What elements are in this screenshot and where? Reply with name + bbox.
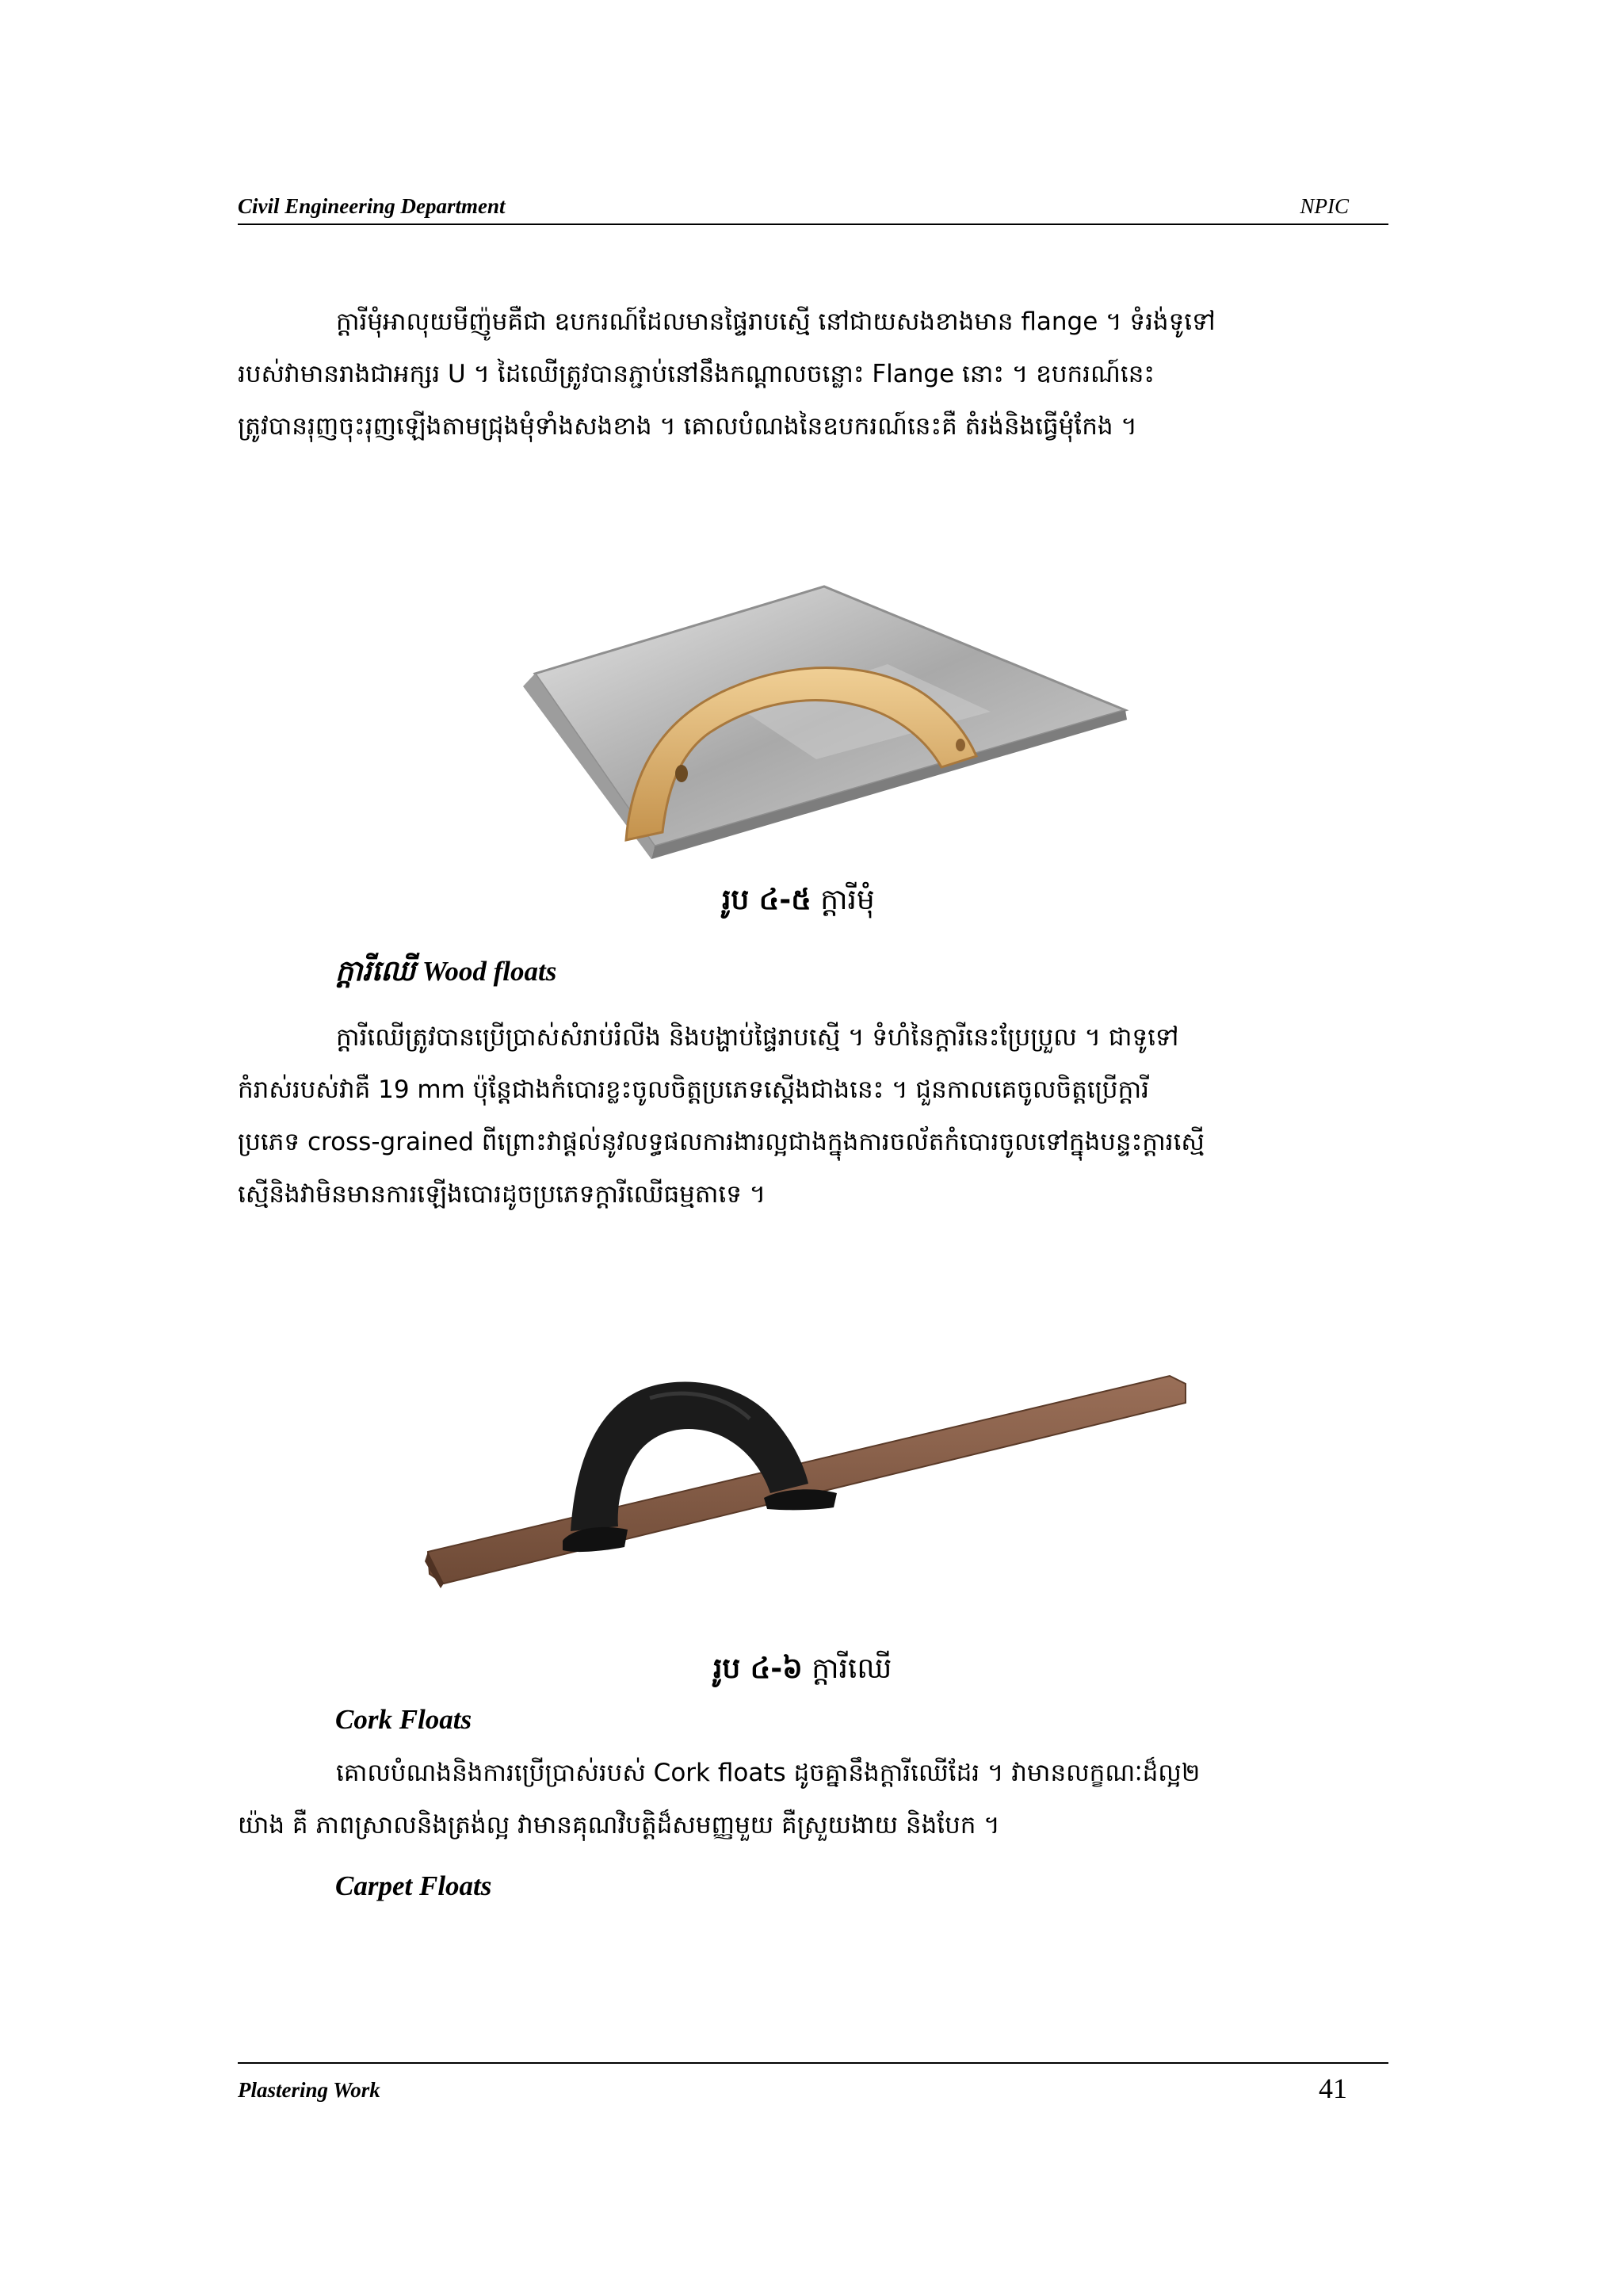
paragraph-line: ត្រូវបានរុញចុះរុញឡើងតាមជ្រុងមុំទាំងសងខាង ។ គោលបំណងនៃឧបករណ៍នេះគឺ តំរង់និងធ្វើមុំកែង ។ — [238, 412, 1137, 441]
section-heading-wood-floats — [335, 953, 556, 995]
page-number: 41 — [1319, 2073, 1347, 2104]
paragraph-line: ស្មើនិងវាមិនមានការឡើងបោរដូចប្រភេទក្តារីឈើធម្មតាទេ ។ — [238, 1180, 766, 1209]
header-institution: NPIC — [1300, 194, 1349, 218]
paragraph-line: ក្តារីឈើត្រូវបានប្រើប្រាស់សំរាប់រំលីង និងបង្ហាប់ផ្ទៃរាបស្មើ ។ ទំហំនៃក្តារីនេះប្រែប្រួល ។ ជាទូទៅ — [336, 1023, 1179, 1052]
page-header — [238, 190, 1388, 225]
figure-caption — [713, 1650, 892, 1692]
figure-number: រូប ៤-៦ — [713, 1652, 803, 1685]
figure-label: ក្តារីឈើ — [812, 1652, 892, 1685]
paragraph-corner-float — [238, 296, 1388, 453]
paragraph-line: យ៉ាង គឺ ភាពស្រាលនិងត្រង់ល្អ វាមានគុណវិបត្តិដ៏សមញ្ញមួយ គឺស្រួយងាយ និងបែក ។ — [238, 1811, 1000, 1839]
page-footer — [238, 2062, 1388, 2111]
paragraph-line: របស់វាមានរាងជាអក្សរ U ។ ដៃឈើត្រូវបានភ្ជាប់នៅនឹងកណ្តាលចន្លោះ Flange នោះ ។ ឧបករណ៍នេះ — [238, 360, 1155, 388]
figure-caption — [722, 881, 875, 923]
paragraph-cork-float — [238, 1747, 1388, 1851]
heading-english: Wood floats — [422, 956, 557, 987]
figure-number: រូប ៤-៥ — [722, 884, 812, 916]
paragraph-line: ក្តារីមុំអាលុយមីញ៉ូមគឺជា ឧបករណ៍ដែលមានផ្ទៃរាបស្មើ នៅជាយសងខាងមាន flange ។ ទំរង់ទូទៅ — [336, 308, 1216, 336]
corner-float-image — [444, 521, 1181, 870]
wood-float-image — [412, 1300, 1220, 1617]
paragraph-wood-float — [238, 1011, 1388, 1221]
section-heading-carpet-floats: Carpet Floats — [335, 1870, 492, 1901]
header-department: Civil Engineering Department — [238, 194, 506, 218]
heading-khmer: ក្តារីឈើ — [335, 955, 416, 988]
section-heading-cork-floats: Cork Floats — [335, 1704, 472, 1735]
footer-chapter: Plastering Work — [238, 2078, 380, 2102]
paragraph-line: ប្រភេទ cross-grained ពីព្រោះវាផ្តល់នូវលទ្ធផលការងារល្អជាងក្នុងការចល័តកំបោរចូលទៅក្នុងបន្ទះក្តារស្មើ — [238, 1128, 1205, 1156]
paragraph-line: កំរាស់របស់វាគឺ 19 mm ប៉ុន្តែជាងកំបោរខ្លះចូលចិត្តប្រភេទស្តើងជាងនេះ ។ ជួនកាលគេចូលចិត្តប្រើក្តារី — [238, 1075, 1149, 1104]
paragraph-line: គោលបំណងនិងការប្រើប្រាស់របស់ Cork floats ដូចគ្នានឹងក្តារីឈើដែរ ។ វាមានលក្ខណៈដ៏ល្អ២ — [336, 1759, 1201, 1787]
figure-label: ក្តារីមុំ — [820, 884, 875, 916]
